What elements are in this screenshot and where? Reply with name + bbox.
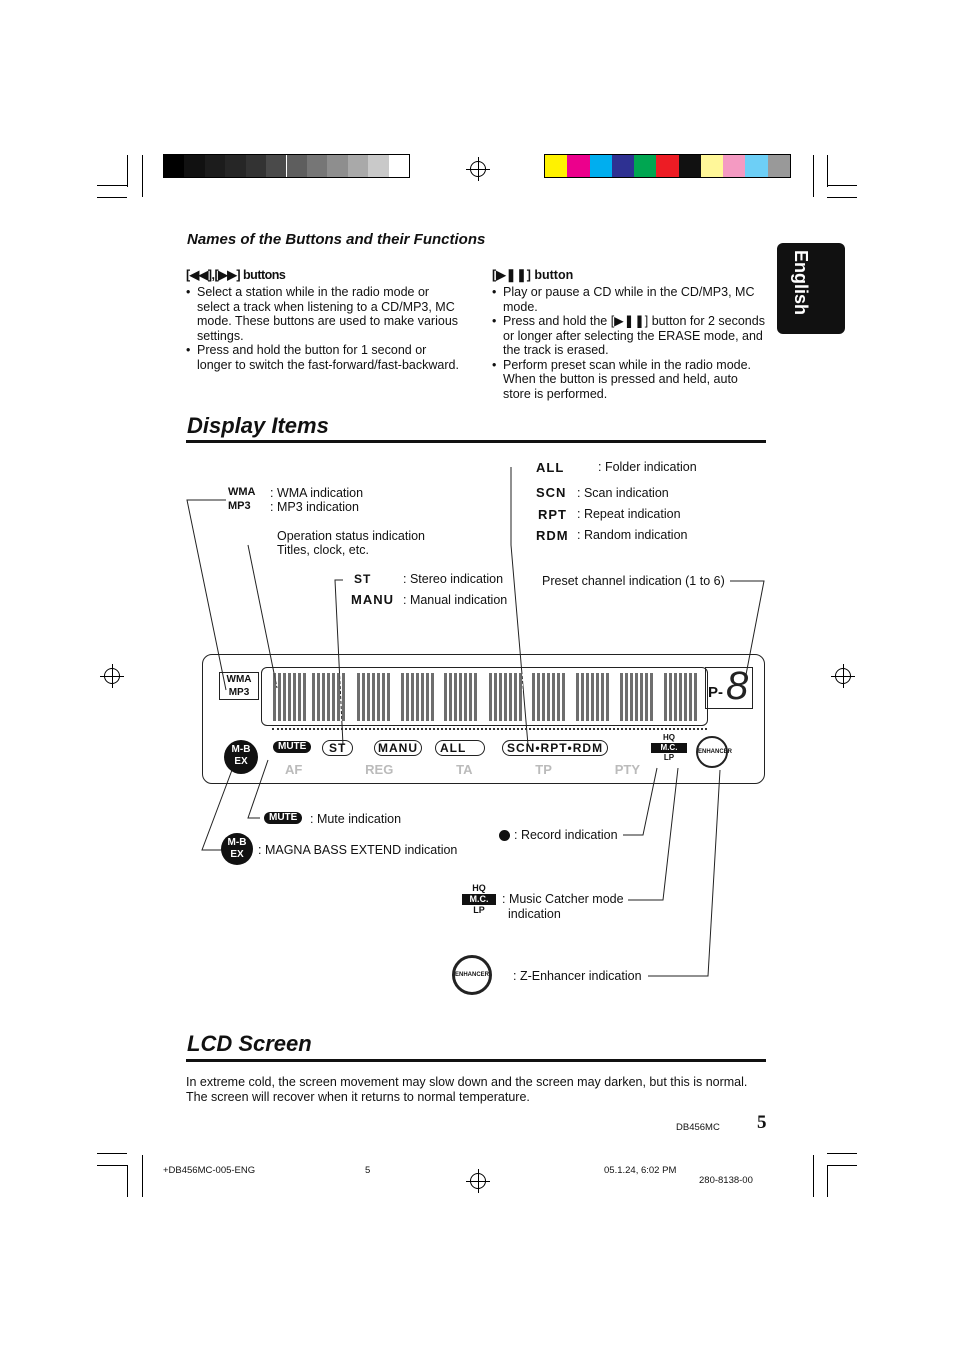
operation-label-2: Titles, clock, etc. xyxy=(277,543,369,557)
mute-label: : Mute indication xyxy=(310,812,402,826)
stereo-label: : Stereo indication xyxy=(403,572,504,586)
section-subtitle: Names of the Buttons and their Functions xyxy=(187,231,486,248)
folder-label: : Folder indication xyxy=(598,460,697,474)
record-icon xyxy=(499,830,510,841)
lcd-mb-icon xyxy=(224,740,258,774)
footer-file: +DB456MC-005-ENG xyxy=(163,1165,256,1176)
lcd-char xyxy=(357,673,391,721)
lcd-char xyxy=(273,673,307,721)
record-label: : Record indication xyxy=(514,828,618,842)
list-item: • Press and hold the button for 1 second or longer to switch the fast-forward/fast-backward. xyxy=(186,343,461,372)
section-title-lcd-screen: LCD Screen xyxy=(187,1031,312,1056)
lcd-ex: EX xyxy=(234,756,248,767)
lcd-preset-digit: 8 xyxy=(726,664,749,708)
lcd-screen-body: In extreme cold, the screen movement may slow down and the screen may darken, but this is normal. The screen will recover when it returns to normal temperature. xyxy=(186,1075,748,1104)
hq: HQ xyxy=(472,883,486,893)
music-catcher-icon xyxy=(462,883,496,916)
preset-label: Preset channel indication (1 to 6) xyxy=(542,574,725,588)
wma-icon: WMA xyxy=(228,486,256,498)
lcd-mp3: MP3 xyxy=(228,687,250,698)
z-enhancer-icon: ENHANCER xyxy=(452,955,492,995)
st-icon: ST xyxy=(354,572,372,586)
list-item: • Press and hold the [▶❚❚] button for 2 seconds or longer after selecting the ERASE mode, and the track is erased. xyxy=(492,314,767,358)
lcd-ta: TA xyxy=(456,762,473,777)
mb-ex-icon xyxy=(221,833,253,865)
lp: LP xyxy=(473,905,485,915)
list-item: • Perform preset scan while in the radio mode. When the button is pressed and held, auto store is performed. xyxy=(492,358,767,402)
lcd-pty: PTY xyxy=(614,762,640,777)
lcd-tp: TP xyxy=(535,762,552,777)
manu-icon: MANU xyxy=(351,592,394,607)
lcd-manu-icon: MANU xyxy=(374,740,422,756)
mb: M-B xyxy=(227,837,247,848)
page-number: 5 xyxy=(757,1112,767,1133)
lcd-lp: LP xyxy=(663,753,675,762)
lcd-char xyxy=(664,673,698,721)
leader-line xyxy=(648,770,720,976)
lcd-mc-icon xyxy=(651,733,687,763)
lcd-p-icon: P- xyxy=(708,684,723,701)
mc-label: : Music Catcher mode xyxy=(502,892,624,906)
ex: EX xyxy=(230,849,244,860)
scn-icon: SCN xyxy=(536,485,567,500)
lcd-all-icon: ALL xyxy=(435,740,485,756)
list-item: • Select a station while in the radio mode or select a track when listening to a CD/MP3, MC mode. These buttons are used to make various settings. xyxy=(186,285,461,343)
lcd-af: AF xyxy=(285,762,303,777)
lcd-scn-rpt-rdm-icon: SCN•RPT•RDM xyxy=(502,740,608,756)
manual-label: : Manual indication xyxy=(403,593,508,607)
lcd-mb: M-B xyxy=(231,744,251,755)
lcd-char xyxy=(532,673,566,721)
lcd-mute-icon: MUTE xyxy=(273,741,311,753)
repeat-label: : Repeat indication xyxy=(577,507,681,521)
lcd-wma-icon xyxy=(219,672,259,700)
lcd-bottom-row xyxy=(285,762,640,777)
wma-label: : WMA indication xyxy=(270,486,364,500)
lcd-char xyxy=(444,673,478,721)
play-button-heading: [▶❚❚] button xyxy=(492,268,574,282)
lcd-dots-row xyxy=(272,728,707,730)
footer-date: 05.1.24, 6:02 PM xyxy=(604,1165,677,1176)
lcd-char xyxy=(489,673,523,721)
random-label: : Random indication xyxy=(577,528,688,542)
rpt-icon: RPT xyxy=(538,507,567,522)
all-icon: ALL xyxy=(536,460,565,475)
lcd-z-enhancer-icon: ENHANCER xyxy=(696,736,728,768)
mp3-icon: MP3 xyxy=(228,500,251,512)
rdm-icon: RDM xyxy=(536,528,569,543)
operation-label: Operation status indication xyxy=(277,529,426,543)
lcd-hq: HQ xyxy=(663,733,675,742)
language-tab-label: English xyxy=(791,250,811,316)
lcd-char xyxy=(312,673,346,721)
lcd-char xyxy=(576,673,610,721)
z-enhancer-label: : Z-Enhancer indication xyxy=(513,969,642,983)
skip-buttons-heading: [◀◀],[▶▶] buttons xyxy=(186,268,286,282)
lcd-mc: M.C. xyxy=(651,743,687,753)
mc: M.C. xyxy=(462,894,496,905)
lcd-char xyxy=(401,673,435,721)
lcd-st-icon: ST xyxy=(322,740,353,756)
mp3-label: : MP3 indication xyxy=(270,500,359,514)
mc-label-2: indication xyxy=(508,907,561,921)
list-item: • Play or pause a CD while in the CD/MP3, MC mode. xyxy=(492,285,767,314)
lcd-wma: WMA xyxy=(226,674,252,685)
footer-code: 280-8138-00 xyxy=(699,1175,753,1186)
scan-label: : Scan indication xyxy=(577,486,669,500)
section-title-display-items: Display Items xyxy=(187,413,329,438)
section-rule xyxy=(186,1059,766,1062)
footer-page: 5 xyxy=(365,1165,371,1176)
lcd-char xyxy=(620,673,654,721)
mbex-label: : MAGNA BASS EXTEND indication xyxy=(258,843,458,857)
model-code: DB456MC xyxy=(676,1122,720,1133)
mute-icon: MUTE xyxy=(264,812,302,824)
lcd-reg: REG xyxy=(365,762,394,777)
